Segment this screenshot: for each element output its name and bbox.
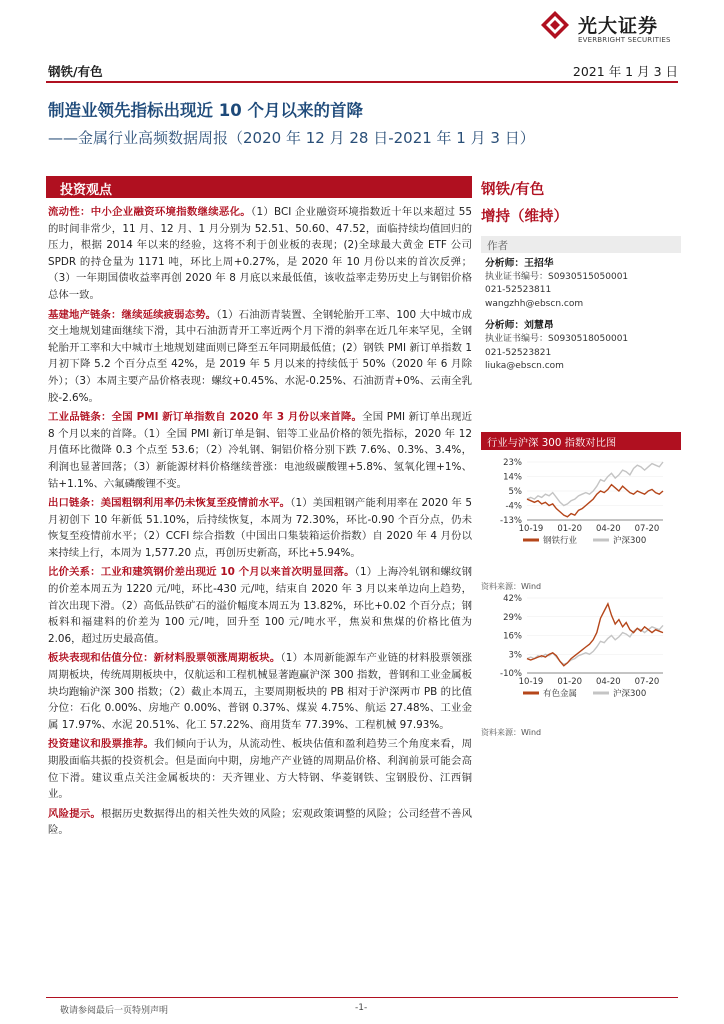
analyst-email[interactable]: liuka@ebscn.com <box>485 361 564 372</box>
series-line <box>527 625 663 664</box>
paragraph-lead: 工业品链条：全国 PMI 新订单指数自 2020 年 3 月份以来首降。 <box>48 411 363 424</box>
paragraph-text: （1）本周新能源车产业链的材料股票领涨周期板块，传统周期板块中，仅航运和工程机械显著跑赢沪深 300 指数，普钢和工业金属板块均跑输沪深 300 指数；（2）截止本周五，主要周期板块的 PB 相对于沪深两市 PB 的比值分位：石化 0.00%、房地产 0.00%、普钢 0.37%、煤炭 4.75%、航运 27.48%、工业金属 17.97%、水泥 20.51%、化工 57.22%、商用货车 77.39%、工程机械 97.93%。 <box>48 652 472 731</box>
brand-name-en: EVERBRIGHT SECURITIES <box>578 36 671 44</box>
paragraph-export <box>48 495 472 561</box>
paragraph-text: 根据历史数据得出的相关性失效的风险；宏观政策调整的风险；公司经营不善风险。 <box>48 807 473 837</box>
analyst-name: 分析师：王招华 <box>485 258 554 269</box>
chart-steel-vs-csi300 <box>481 456 681 561</box>
body-column <box>48 204 472 842</box>
brand-logo <box>540 10 720 44</box>
legend-label: 沪深300 <box>613 536 647 546</box>
y-tick-label: 42% <box>503 594 522 604</box>
x-tick-label: 01-20 <box>557 524 583 534</box>
paragraph-recommendation <box>48 736 472 802</box>
y-tick-label: -10% <box>500 669 522 679</box>
paragraph-lead: 流动性：中小企业融资环境指数继续恶化。 <box>48 206 251 218</box>
page-number: -1- <box>355 1003 368 1013</box>
paragraph-lead: 出口链条：美国粗钢利用率仍未恢复至疫情前水平。 <box>48 497 291 510</box>
paragraph-lead: 板块表现和估值分位：新材料股票领涨周期板块。 <box>48 652 281 665</box>
analyst-card <box>481 257 681 374</box>
paragraph-text: 我们倾向于认为，从流动性、板块估值和盈利趋势三个角度来看，周期股面临共振的投资机会。但是面向中期，房地产产业链的周期品价格、利润前景可能会高位下滑。建议重点关注金属板块的：天齐锂业、方大特钢、华菱钢铁、宝钢股份、江西铜业。 <box>48 738 473 801</box>
x-tick-label: 01-20 <box>557 677 583 687</box>
analyst-phone: 021-52523811 <box>485 285 552 296</box>
y-tick-label: 5% <box>508 487 522 497</box>
footer-divider <box>46 997 678 998</box>
report-title: 制造业领先指标出现近 10 个月以来的首降 <box>48 101 363 120</box>
paragraph-lead: 风险提示。 <box>48 807 102 820</box>
x-tick-label: 07-20 <box>634 677 660 687</box>
x-tick-label: 10-19 <box>518 677 544 687</box>
header-sector: 钢铁/有色 <box>48 64 103 79</box>
sidebar <box>481 176 681 374</box>
chart-source: 资料来源：Wind <box>481 728 542 737</box>
paragraph-infrastructure <box>48 307 472 407</box>
y-tick-label: 3% <box>508 650 522 661</box>
x-tick-label: 07-20 <box>634 524 660 534</box>
legend-label: 沪深300 <box>613 689 647 699</box>
sidebar-sector: 钢铁/有色 <box>481 182 545 198</box>
y-tick-label: 14% <box>503 472 522 483</box>
x-tick-label: 04-20 <box>595 524 621 534</box>
analyst-email[interactable]: wangzhh@ebscn.com <box>485 298 584 309</box>
brand-mark-icon <box>540 10 570 40</box>
y-tick-label: -13% <box>500 516 522 526</box>
analyst-cert: 执业证书编号：S0930515050001 <box>485 271 629 282</box>
paragraph-lead: 基建地产链条：继续延续疲弱态势。 <box>48 308 217 321</box>
paragraph-text: （1）BCI 企业融资环境指数近十年以来超过 55 的时间非常少，11 月、12 月、1 月分别为 52.51、50.60、47.52，面临持续均值回归的压力，根据 2014 年以来的经验，这将不利于创业板的表现；(2)全球最大黄金 ETF 公司 SPDR 的持仓量为 1171 吨，环比上周+0.27%，是 2020 年 10 月份以来的首次反弹；（3）一年期国债收益率再创 2020 年 8 月底以来最低值，该收益率走势历史上与钢铝价格总体一致。 <box>48 206 472 301</box>
series-line <box>527 604 663 666</box>
paragraph-text: 全国 PMI 新订单出现近 8 个月以来的首降。（1）全国 PMI 新订单是铜、铝等工业品价格的领先指标，2020 年 12 月值环比微降 0.3 个点至 53.6；（2）冷轧钢、铜铝价格分别下跌 7.6%、0.3%、3.4%，利润也显著回落；（3）新能源材料价格继续普涨：电池级碳酸锂+5.8%、氢氧化锂+1%、钴+1.1%、六氟磷酸锂不变。 <box>48 411 472 490</box>
paragraph-price-ratio <box>48 564 472 647</box>
paragraph-text: （1）石油沥青装置、全钢轮胎开工率、100 大中城市成交土地规划建面继续下滑，其中石油沥青开工率近两个月下滑的斜率在近几年来罕见，全钢轮胎开工率和大中城市土地规划建面则已降至五年同期最低值；(2）钢铁 PMI 新订单指数 1 月初下降 5.2 个百分点至 42%，是 2019 年 5 月以来的持续低于 50%（2020 年 6 月除外）；（3）本周主要产品价格表现：螺纹+0.45%、水泥-0.25%、石油沥青+0%、云南全乳胶-2.6%。 <box>48 308 472 404</box>
x-tick-label: 10-19 <box>518 524 544 534</box>
paragraph-valuation <box>48 650 472 733</box>
authors-label: 作者 <box>481 236 681 253</box>
chart-nonferrous-vs-csi300 <box>481 592 681 714</box>
report-subtitle: ——金属行业高频数据周报（2020 年 12 月 28 日-2021 年 1 月 3 日） <box>48 129 535 147</box>
paragraph-text: （1）上海冷轧钢和螺纹钢的价差本周五为 1220 元/吨，环比-430 元/吨，结束自 2020 年 3 月以来单边向上趋势，首次出现下滑。（2）高低品铁矿石的溢价幅度本周五为 13.82%，环比+0.02 个百分点；钢板料和福建料的价差为 100 元/吨，回升至 100 元/吨水平，焦炭和焦煤的价格比值为 2.06，超过历史最高值。 <box>48 566 472 645</box>
series-line <box>527 462 663 506</box>
paragraph-text: （1）美国粗钢产能利用率在 2020 年 5 月初创下 10 年新低 51.10%，后持续恢复，本周为 72.30%，环比-0.90 个百分点，仍未恢复至疫情前水平；（2）CCFI 综合指数（中国出口集装箱运价指数）自 2020 年 4 月份以来持续上行，本周为 1,577.20 点，再创历史新高，环比+5.94%。 <box>48 497 473 559</box>
y-tick-label: 29% <box>503 612 522 623</box>
y-tick-label: 16% <box>503 631 522 642</box>
footer-disclaimer: 敬请参阅最后一页特别声明 <box>60 1006 169 1016</box>
chart-section-title: 行业与沪深 300 指数对比图 <box>481 432 681 450</box>
brand-name-cn: 光大证券 <box>578 15 659 37</box>
sidebar-rating: 增持（维持） <box>481 209 568 225</box>
analyst-cert: 执业证书编号：S0930518050001 <box>485 333 629 344</box>
legend-label: 有色金属 <box>543 689 578 699</box>
paragraph-liquidity <box>48 204 472 304</box>
chart-source: 资料来源：Wind <box>481 582 542 591</box>
paragraph-lead: 比价关系：工业和建筑钢价差出现近 10 个月以来首次明显回落。 <box>48 566 355 579</box>
paragraph-risk <box>48 806 472 839</box>
y-tick-label: -4% <box>505 501 522 512</box>
analyst-name: 分析师：刘慧昂 <box>485 320 554 332</box>
legend-label: 钢铁行业 <box>543 536 578 546</box>
x-tick-label: 04-20 <box>595 677 621 687</box>
report-date: 2021 年 1 月 3 日 <box>572 64 678 79</box>
analyst-phone: 021-52523821 <box>485 347 552 358</box>
y-tick-label: 23% <box>503 458 522 468</box>
header-divider <box>46 81 678 83</box>
paragraph-industrial <box>48 409 472 492</box>
section-heading: 投资观点 <box>46 176 472 198</box>
paragraph-lead: 投资建议和股票推荐。 <box>48 738 155 751</box>
